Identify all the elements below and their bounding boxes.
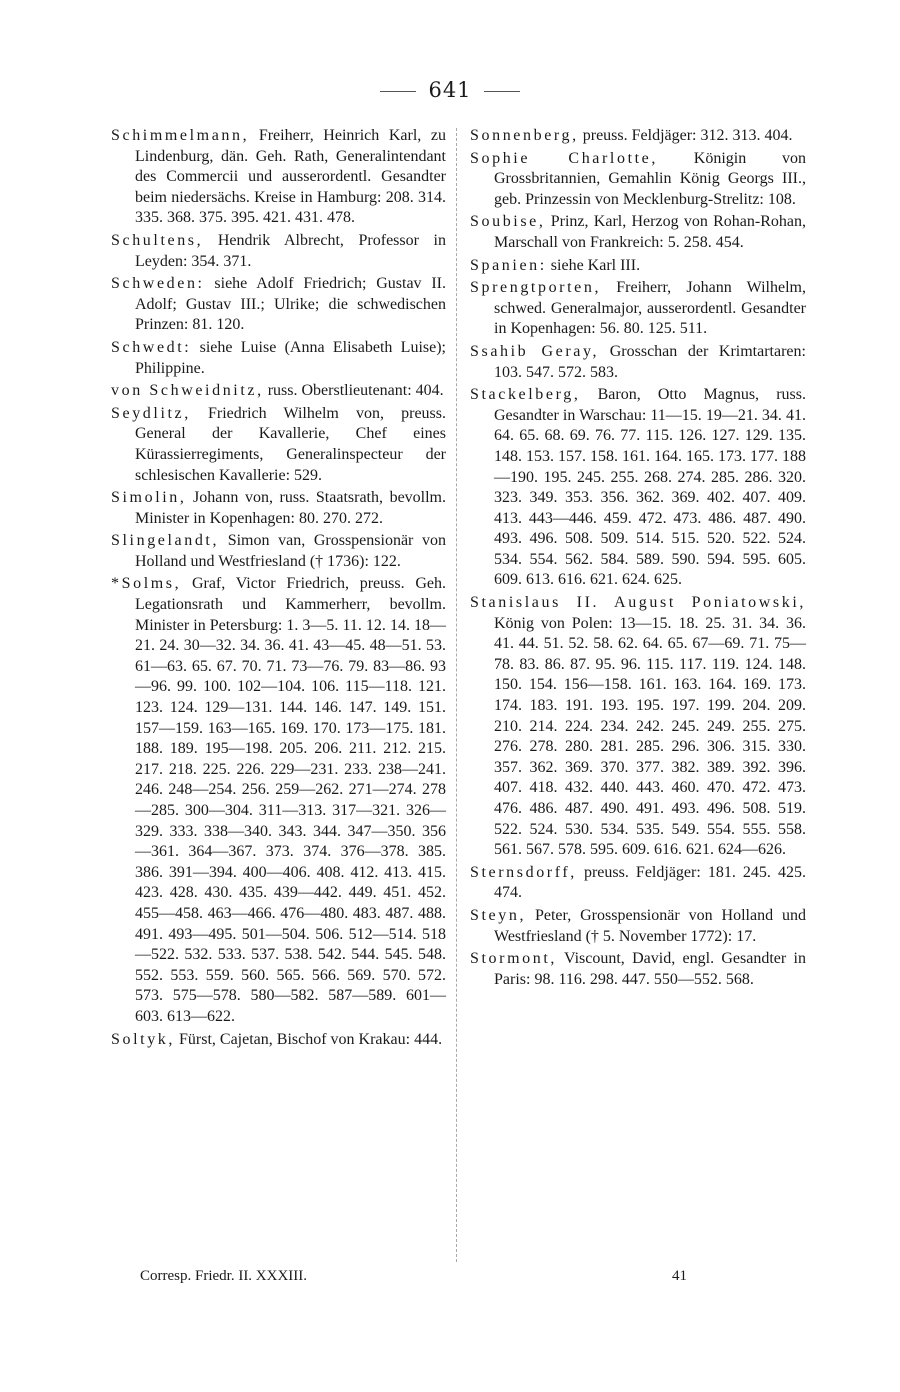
index-entry	[111, 404, 446, 486]
entry-text: Hendrik Albrecht, Professor in Leyden: 354. 371.	[135, 231, 446, 270]
entry-heading: Soltyk,	[111, 1030, 175, 1048]
index-entry	[470, 149, 806, 211]
entry-text: Viscount, David, engl. Gesandter in Paris: 98. 116. 298. 447. 550—552. 568.	[494, 950, 806, 988]
signature-mark: 41	[672, 1268, 687, 1284]
entry-text: preuss. Feldjäger: 181. 245. 425. 474.	[494, 863, 806, 902]
header-rule-right	[484, 91, 520, 92]
entry-text: Königin von Grossbritannien, Gemahlin König Georgs III., geb. Prinzessin von Mecklenburg-Strelitz: 108.	[494, 149, 807, 208]
entry-heading: Schwedt:	[111, 338, 192, 356]
index-entry	[470, 949, 806, 990]
entry-text: siehe Adolf Friedrich; Gustav II. Adolf; Gustav III.; Ulrike; die schwedischen Prinzen: 81. 120.	[135, 275, 446, 334]
index-column-right	[470, 126, 806, 992]
index-entry	[470, 906, 806, 947]
entry-heading: Soubise,	[470, 213, 546, 231]
entry-text: russ. Oberstlieutenant: 404.	[263, 382, 444, 400]
index-entry	[470, 385, 806, 591]
signature-line: Corresp. Friedr. II. XXXIII.	[140, 1268, 308, 1284]
header-rule-left	[380, 91, 416, 92]
entry-text: siehe Luise (Anna Elisabeth Luise); Philippine.	[135, 338, 446, 377]
entry-heading: Ssahib Geray,	[470, 342, 600, 360]
page-number: 641	[428, 78, 472, 102]
entry-text: Graf, Victor Friedrich, preuss. Geh. Legationsrath und Kammerherr, bevollm. Minister in Petersburg: 1. 3—5. 11. 12. 14. 18—21. 24. 30—32. 34. 36. 41. 43—45. 48—51. 53. 61—63. 65. 67. 70. 71. 73—76. 79. 83—86. 93—96. 99. 100. 102—104. 106. 115—118. 121. 123. 124. 129—131. 144. 146. 147. 149. 151. 157—159. 163—165. 169. 170. 173—175. 181. 188. 189. 195—198. 205. 206. 211. 212. 215. 217. 218. 225. 226. 229—231. 233. 238—241. 246. 248—254. 256. 259—262. 271—274. 278—285. 300—304. 311—313. 317—321. 326—329. 333. 338—340. 343. 344. 347—350. 356—361. 364—367. 373. 374. 376—378. 385. 386. 391—394. 400—406. 408. 412. 413. 415. 423. 428. 430. 435. 439—442. 449. 451. 452. 455—458. 463—466. 476—480. 483. 487. 488. 491. 493—495. 501—504. 506. 512—514. 518—522. 532. 533. 537. 538. 542. 544. 545. 548. 552. 553. 559. 560. 565. 566. 569. 570. 572. 573. 575—578. 580—582. 587—589. 601—603. 613—622.	[135, 575, 446, 1025]
entry-heading: Seydlitz,	[111, 404, 191, 422]
entry-heading: Stackelberg,	[470, 386, 581, 404]
index-entry	[470, 342, 806, 383]
entry-heading: Sonnenberg,	[470, 127, 579, 144]
entry-heading: Sprengtporten,	[470, 279, 602, 297]
index-entry	[111, 274, 446, 336]
entry-text: siehe Karl III.	[546, 256, 641, 274]
entry-text: Baron, Otto Magnus, russ. Gesandter in Warschau: 11—15. 19—21. 34. 41. 64. 65. 68. 69. 76. 77. 115. 126. 127. 129. 135. 148. 153. 157. 158. 161. 164. 165. 173. 177. 188—190. 195. 245. 255. 268. 274. 285. 286. 320. 323. 349. 353. 356. 362. 369. 402. 407. 409. 413. 443—446. 459. 472. 473. 486. 487. 490. 493. 496. 508. 509. 514. 515. 520. 522. 524. 534. 554. 562. 584. 589. 590. 594. 595. 605. 609. 613. 616. 621. 624. 625.	[494, 386, 806, 589]
entry-heading: Slingelandt,	[111, 532, 220, 550]
index-entry	[111, 488, 446, 529]
entry-heading: Sophie Charlotte,	[470, 149, 658, 167]
entry-text: Grosschan der Krimtartaren: 103. 547. 572. 583.	[494, 342, 806, 381]
entry-text: Fürst, Cajetan, Bischof von Krakau: 444.	[175, 1030, 443, 1048]
page-header	[0, 78, 900, 102]
entry-heading: Stanislaus II. August Poniatowski,	[470, 594, 806, 612]
index-entry	[470, 212, 806, 253]
entry-text: Freiherr, Johann Wilhelm, schwed. Generalmajor, ausserordentl. Gesandter in Kopenhagen: 56. 80. 125. 511.	[494, 279, 806, 338]
index-entry	[470, 593, 806, 861]
entry-text: König von Polen: 13—15. 18. 25. 31. 34. 36. 41. 44. 51. 52. 58. 62. 64. 65. 67—69. 71. 75—78. 83. 86. 87. 95. 96. 115. 117. 119. 124. 148. 150. 154. 156—158. 161. 163. 164. 169. 173. 174. 183. 191. 193. 195. 197. 199. 204. 209. 210. 214. 224. 234. 242. 245. 249. 255. 275. 276. 278. 280. 281. 285. 296. 306. 315. 330. 357. 362. 369. 370. 377. 382. 389. 392. 396. 407. 418. 432. 440. 443. 460. 470. 472. 473. 476. 486. 487. 490. 491. 493. 496. 508. 519. 522. 524. 530. 534. 535. 549. 554. 555. 558. 561. 567. 578. 595. 609. 616. 621. 624—626.	[494, 614, 806, 859]
index-entry	[111, 531, 446, 572]
index-entry	[111, 574, 446, 1027]
entry-text: Friedrich Wilhelm von, preuss. General der Kavallerie, Chef eines Kürassierregiments, Generalinspecteur der schlesischen Kavallerie: 529.	[135, 404, 446, 484]
entry-heading: Schimmelmann,	[111, 127, 250, 144]
entry-text: Prinz, Karl, Herzog von Rohan-Rohan, Marschall von Frankreich: 5. 258. 454.	[494, 213, 806, 251]
index-column-left	[111, 126, 446, 1052]
entry-heading: Schultens,	[111, 231, 204, 249]
index-entry	[470, 256, 806, 277]
entry-text: Johann von, russ. Staatsrath, bevollm. Minister in Kopenhagen: 80. 270. 272.	[135, 489, 446, 527]
column-divider	[456, 128, 457, 1262]
index-entry	[470, 126, 806, 147]
index-entry	[111, 381, 446, 402]
index-entry	[111, 231, 446, 272]
entry-heading: *Solms,	[111, 575, 182, 593]
entry-text: Simon van, Grosspensionär von Holland und Westfriesland († 1736): 122.	[135, 532, 446, 570]
index-entry	[111, 338, 446, 379]
entry-text: Freiherr, Heinrich Karl, zu Lindenburg, dän. Geh. Rath, Generalintendant des Commercii und ausserordentl. Gesandter beim niedersächs. Kreise in Hamburg: 208. 314. 335. 368. 375. 395. 421. 431. 478.	[135, 127, 446, 227]
index-entry	[470, 863, 806, 904]
entry-heading: Stormont,	[470, 950, 557, 968]
entry-heading: von Schweidnitz,	[111, 382, 264, 400]
index-entry	[111, 126, 446, 229]
entry-heading: Steyn,	[470, 906, 527, 924]
entry-text: preuss. Feldjäger: 312. 313. 404.	[578, 127, 793, 144]
entry-heading: Simolin,	[111, 489, 187, 507]
entry-heading: Spanien:	[470, 256, 547, 274]
entry-heading: Schweden:	[111, 275, 205, 293]
index-entry	[470, 278, 806, 340]
index-entry	[111, 1030, 446, 1051]
entry-heading: Sternsdorff,	[470, 863, 577, 881]
entry-text: Peter, Grosspensionär von Holland und Westfriesland († 5. November 1772): 17.	[494, 906, 806, 945]
